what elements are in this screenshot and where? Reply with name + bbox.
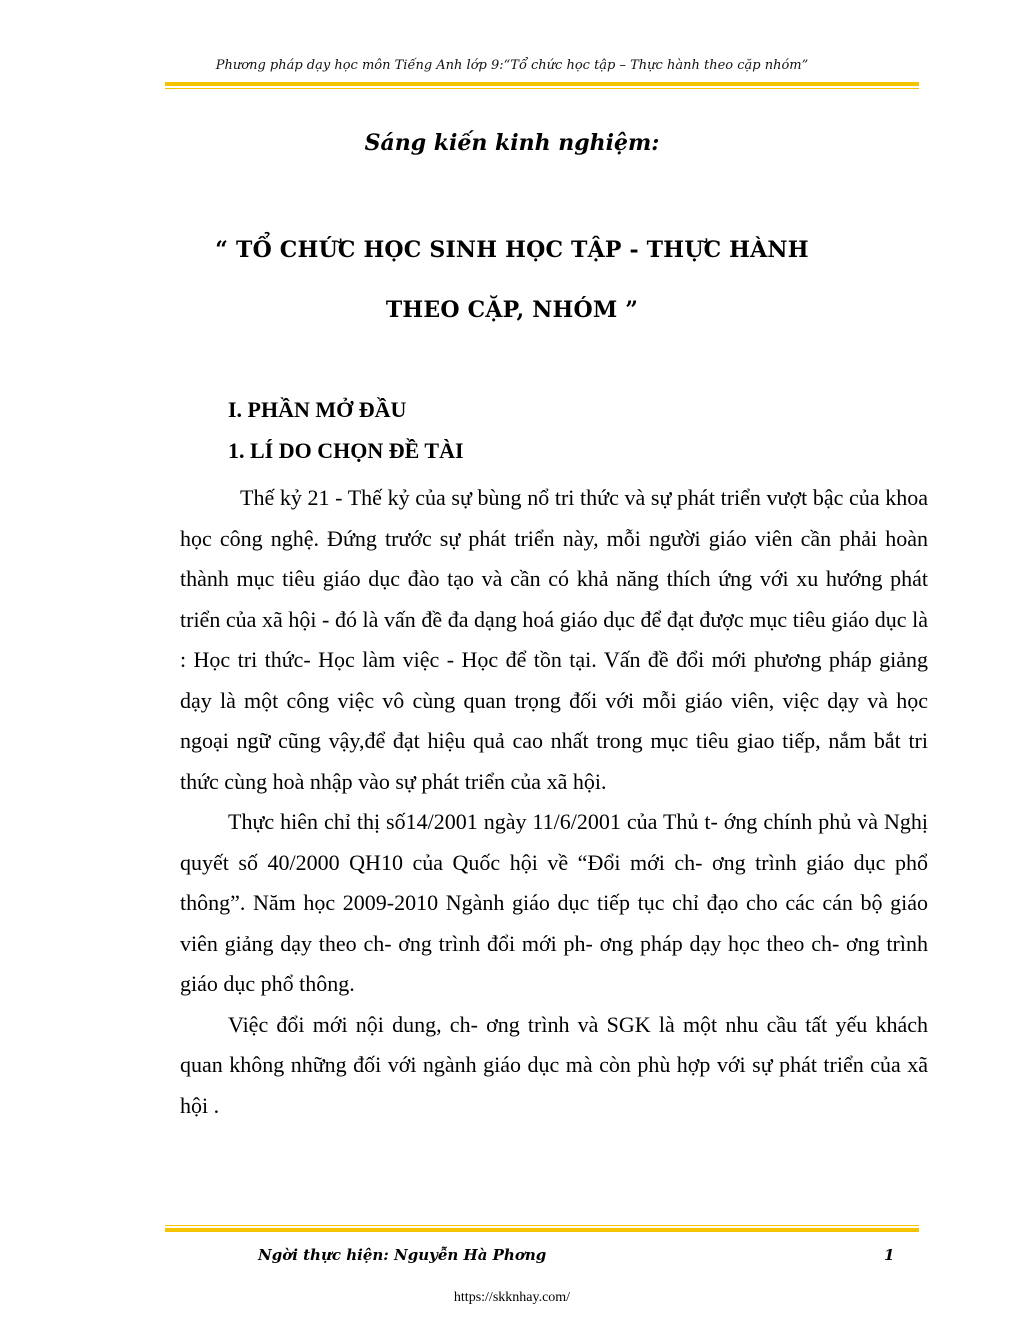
running-header: Phương pháp dạy học môn Tiếng Anh lớp 9:“Tổ chức học tập – Thực hành theo cặp nhóm” (215, 58, 809, 73)
source-url[interactable]: https://skknhay.com/ (453, 1290, 571, 1305)
paragraph: Thế kỷ 21 - Thế kỷ của sự bùng nổ tri thức và sự phát triển vượt bậc của khoa học công nghệ. Đứng trước sự phát triển này, mỗi người giáo viên cần phải hoàn thành mục tiêu giáo dục đào tạo và cần có khả năng thích ứng với xu hướng phát triển của xã hội - đó là vấn đề đa dạng hoá giáo dục để đạt được mục tiêu giáo dục là : Học tri thức- Học làm việc - Học để tồn tại. Vấn đề đổi mới phương pháp giảng dạy là một công việc vô cùng quan trọng đối với mỗi giáo viên, việc dạy và học ngoại ngữ cũng vậy,để đạt hiệu quả cao nhất trong mục tiêu giao tiếp, nắm bắt tri thức cùng hoà nhập vào sự phát triển của xã hội. (180, 485, 928, 794)
paragraph: Thực hiên chỉ thị số14/2001 ngày 11/6/2001 của Thủ t- ớng chính phủ và Nghị quyết số 40/2000 QH10 của Quốc hội về “Đổi mới ch- ơng trình giáo dục phổ thông”. Năm học 2009-2010 Ngành giáo dục tiếp tục chỉ đạo cho các cán bộ giáo viên giảng dạy theo ch- ơng trình đổi mới ph- ơng pháp dạy học theo ch- ơng trình giáo dục phổ thông. (180, 809, 928, 996)
section-heading: I. PHẦN MỞ ĐẦU (228, 397, 407, 422)
paragraph: Việc đổi mới nội dung, ch- ơng trình và SGK là một nhu cầu tất yếu khách quan không những đối với ngành giáo dục mà còn phù hợp với sự phát triển của xã hội . (180, 1011, 928, 1118)
page-number: 1 (884, 1246, 895, 1264)
footer-author: Ngời thực hiện: Nguyễn Hà Phơng (258, 1246, 547, 1264)
document-title-line-2: THEO CẶP, NHÓM ” (385, 297, 639, 323)
subsection-heading: 1. LÍ DO CHỌN ĐỀ TÀI (228, 438, 464, 463)
footer-divider (165, 1225, 919, 1232)
document-subtitle: Sáng kiến kinh nghiệm: (364, 130, 660, 156)
document-title-line-1: “ TỔ CHỨC HỌC SINH HỌC TẬP - THỰC HÀNH (215, 237, 809, 263)
body-text (180, 478, 928, 1126)
header-divider (165, 82, 919, 89)
